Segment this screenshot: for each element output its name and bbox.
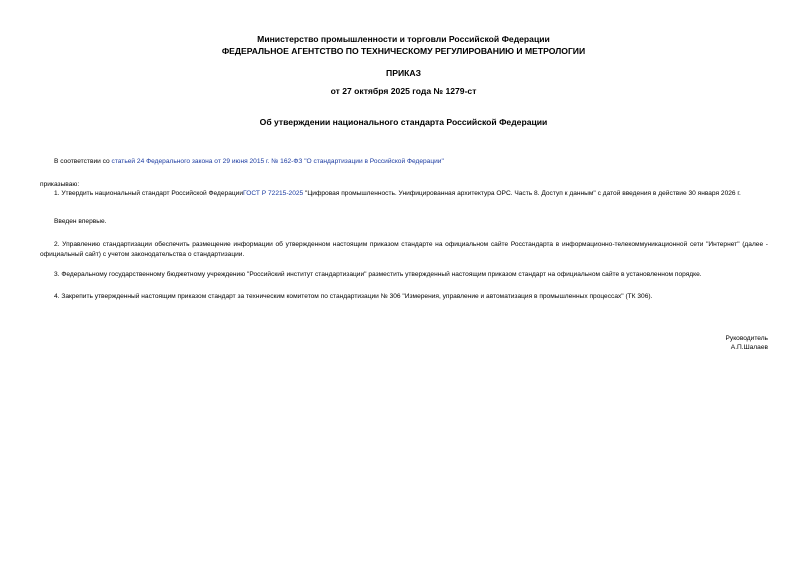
signatory-name: А.П.Шалаев [730,344,768,351]
order-item-2: 2. Управлению стандартизации обеспечить размещение информации об утвержденном настоящим приказом стандарте на официальном сайте Росстандарта в информационно-телекоммуникационной сети "Интернет" (далее - официальный сайт) с учетом законодательства о стандартизации. [40,241,768,258]
document-subject: Об утверждении национального стандарта Российской Федерации [259,117,548,127]
agency-title: ФЕДЕРАЛЬНОЕ АГЕНТСТВО ПО ТЕХНИЧЕСКОМУ РЕГУЛИРОВАНИЮ И МЕТРОЛОГИИ [221,46,586,56]
document-date-number: от 27 октября 2025 года № 1279-ст [330,86,477,96]
federal-law-link[interactable]: статьей 24 Федерального закона от 29 июня 2015 г. № 162-ФЗ "О стандартизации в Российской Федерации" [111,158,444,165]
orders-word: приказываю: [40,181,80,188]
document-type: ПРИКАЗ [386,68,421,78]
ministry-title: Министерство промышленности и торговли Российской Федерации [257,34,550,44]
order-item-3: 3. Федеральному государственному бюджетному учреждению "Российский институт стандартизации" разместить утвержденный настоящим приказом стандарт на официальном сайте в установленном порядке. [54,271,702,278]
legal-basis-prefix: В соответствии со [54,158,112,165]
order-item-1-suffix: "Цифровая промышленность. Унифицированная архитектура OPC. Часть 8. Доступ к данным" с датой введения в действие 30 января 2026 г. [303,190,741,197]
order-item-4: 4. Закрепить утвержденный настоящим приказом стандарт за техническим комитетом по стандартизации № 306 "Измерения, управление и автоматизация в промышленных процессах" (ТК 306). [54,293,653,300]
introduced-note: Введен впервые. [54,218,107,225]
signatory-role: Руководитель [725,335,768,342]
gost-standard-link[interactable]: ГОСТ Р 72215-2025 [243,190,304,197]
order-item-1-prefix: 1. Утвердить национальный стандарт Российской Федерации [54,190,244,197]
order-item-1 [40,189,768,199]
legal-basis-paragraph [40,157,768,167]
